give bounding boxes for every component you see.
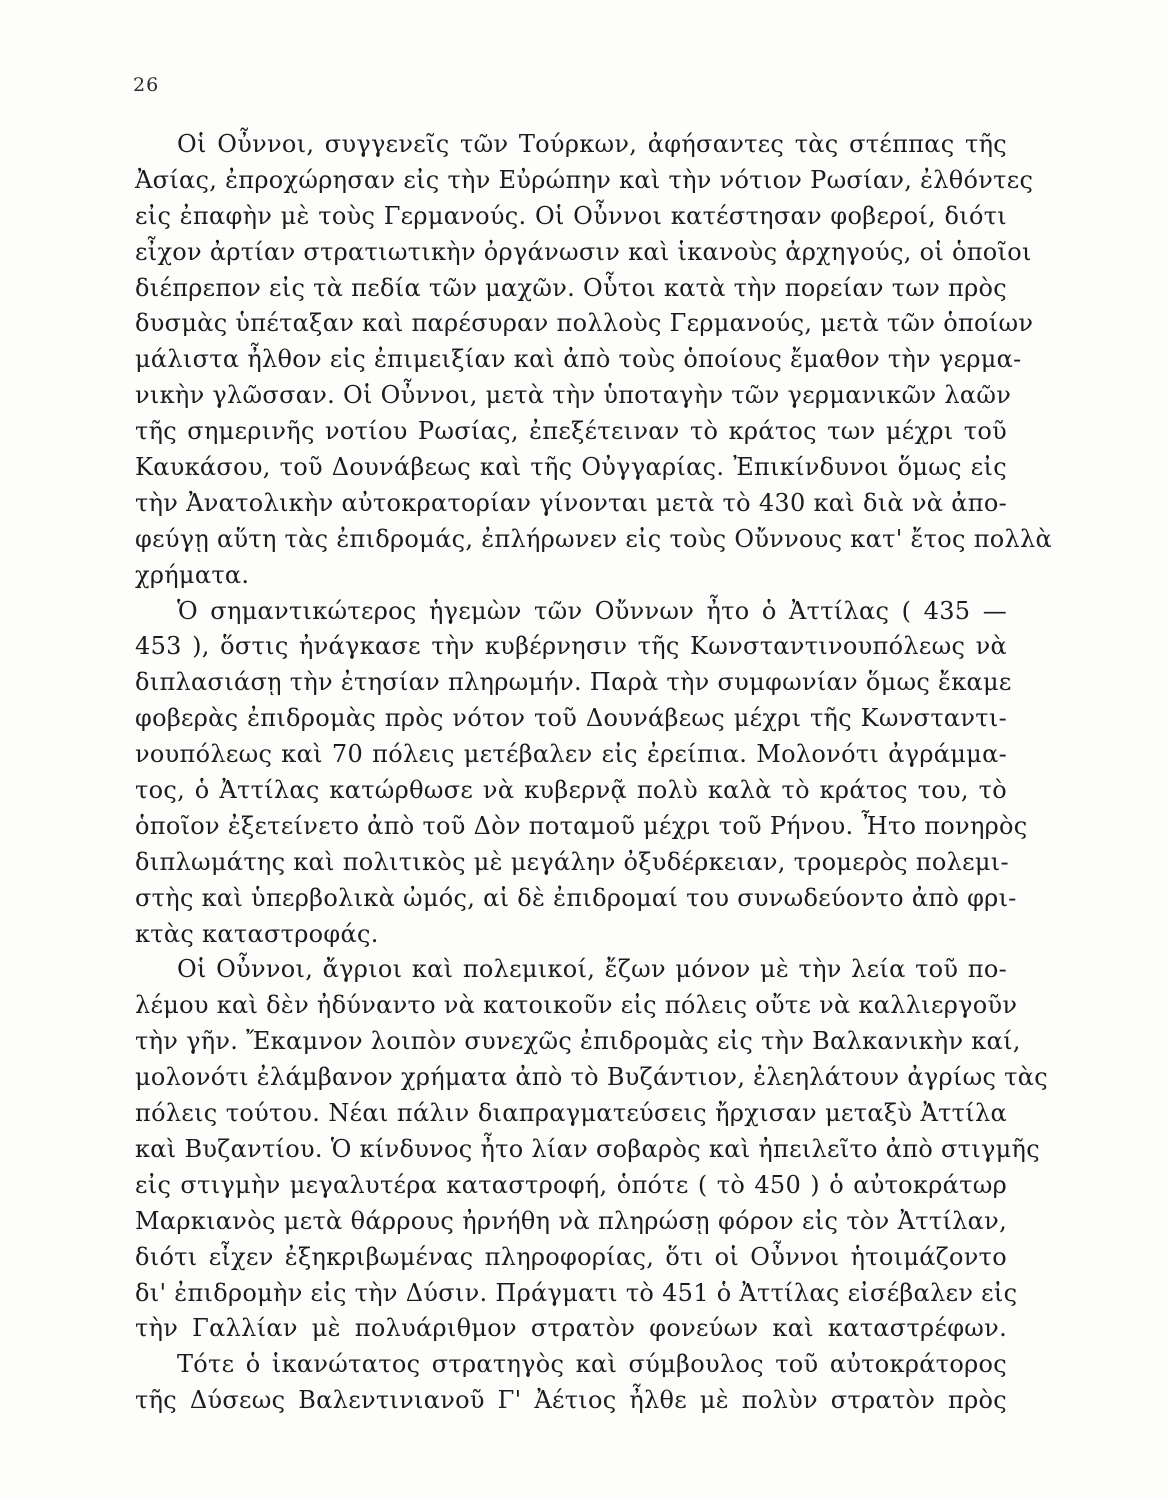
text-line: μολονότι ἐλάμβανον χρήματα ἀπὸ τὸ Βυζάντιον, ἐλεηλάτουν ἀγρίως τὰς xyxy=(135,1063,1048,1092)
text-line: λέμου καὶ δὲν ἠδύναντο νὰ κατοικοῦν εἰς πόλεις οὔτε νὰ καλλιεργοῦν xyxy=(135,991,1018,1020)
text-line: Ὁ σημαντικώτερος ἡγεμὼν τῶν Οὔννων ἦτο ὁ Ἀττίλας ( 435 — xyxy=(177,596,1007,625)
text-line: τος, ὁ Ἀττίλας κατώρθωσε νὰ κυβερνᾷ πολὺ καλὰ τὸ κράτος του, τὸ xyxy=(135,776,1007,805)
text-line: τὴν Γαλλίαν μὲ πολυάριθμον στρατὸν φονεύων καὶ καταστρέφων. xyxy=(135,1314,1007,1343)
text-line: εἶχον ἀρτίαν στρατιωτικὴν ὀργάνωσιν καὶ ἱκανοὺς ἀρχηγούς, οἱ ὁποῖοι xyxy=(135,237,1032,266)
body-text xyxy=(135,127,1053,1419)
text-line: τῆς Δύσεως Βαλεντινιανοῦ Γ' Ἀέτιος ἦλθε μὲ πολὺν στρατὸν πρὸς xyxy=(135,1386,1007,1415)
text-line: τὴν γῆν. Ἔκαμνον λοιπὸν συνεχῶς ἐπιδρομὰς εἰς τὴν Βαλκανικὴν καί, xyxy=(135,1027,1021,1056)
text-line: ὁποῖον ἐξετείνετο ἀπὸ τοῦ Δὸν ποταμοῦ μέχρι τοῦ Ρήνου. Ἦτο πονηρὸς xyxy=(135,811,1028,840)
text-line: νικὴν γλῶσσαν. Οἱ Οὖννοι, μετὰ τὴν ὑποταγὴν τῶν γερμανικῶν λαῶν xyxy=(135,381,1012,410)
text-line: εἰς ἐπαφὴν μὲ τοὺς Γερμανούς. Οἱ Οὖννοι κατέστησαν φοβεροί, διότι xyxy=(135,201,1007,230)
text-line: Μαρκιανὸς μετὰ θάρρους ἠρνήθη νὰ πληρώσῃ φόρον εἰς τὸν Ἀττίλαν, xyxy=(135,1206,1007,1235)
text-line: Ἀσίας, ἐπροχώρησαν εἰς τὴν Εὐρώπην καὶ τὴν νότιον Ρωσίαν, ἐλθόντες xyxy=(135,165,1034,194)
text-line: τὴν Ἀνατολικὴν αὐτοκρατορίαν γίνονται μετὰ τὸ 430 καὶ διὰ νὰ ἀπο- xyxy=(135,488,1007,517)
text-line: Οἱ Οὖννοι, συγγενεῖς τῶν Τούρκων, ἀφήσαντες τὰς στέππας τῆς xyxy=(177,130,1007,158)
text-line: δυσμὰς ὑπέταξαν καὶ παρέσυραν πολλοὺς Γερμανούς, μετὰ τῶν ὁποίων xyxy=(135,309,1034,338)
text-line: καὶ Βυζαντίου. Ὁ κίνδυνος ἦτο λίαν σοβαρὸς καὶ ἠπειλεῖτο ἀπὸ στιγμῆς xyxy=(135,1134,1040,1163)
text-line: 453 ), ὅστις ἠνάγκασε τὴν κυβέρνησιν τῆς Κωνσταντινουπόλεως νὰ xyxy=(135,632,1007,661)
text-line: Τότε ὁ ἱκανώτατος στρατηγὸς καὶ σύμβουλος τοῦ αὐτοκράτορος xyxy=(177,1350,1007,1379)
text-line: μάλιστα ἦλθον εἰς ἐπιμειξίαν καὶ ἀπὸ τοὺς ὁποίους ἔμαθον τὴν γερμα- xyxy=(135,345,1022,374)
text-line: διότι εἶχεν ἐξηκριβωμένας πληροφορίας, ὅτι οἱ Οὖννοι ἡτοιμάζοντο xyxy=(135,1242,1007,1271)
text-line: νουπόλεως καὶ 70 πόλεις μετέβαλεν εἰς ἐρείπια. Μολονότι ἀγράμμα- xyxy=(135,740,1007,769)
text-line: στὴς καὶ ὑπερβολικὰ ὠμός, αἱ δὲ ἐπιδρομαί του συνωδεύοντο ἀπὸ φρι- xyxy=(135,883,1017,912)
text-line: χρήματα. xyxy=(135,560,250,589)
text-line: φοβερὰς ἐπιδρομὰς πρὸς νότον τοῦ Δουνάβεως μέχρι τῆς Κωνσταντι- xyxy=(135,704,1007,733)
text-line: τῆς σημερινῆς νοτίου Ρωσίας, ἐπεξέτειναν τὸ κράτος των μέχρι τοῦ xyxy=(135,417,1007,446)
text-line: εἰς στιγμὴν μεγαλυτέρα καταστροφή, ὁπότε ( τὸ 450 ) ὁ αὐτοκράτωρ xyxy=(135,1170,1007,1199)
text-line: διπλασιάσῃ τὴν ἐτησίαν πληρωμήν. Παρὰ τὴν συμφωνίαν ὅμως ἔκαμε xyxy=(135,668,1012,697)
text-line: διέπρεπον εἰς τὰ πεδία τῶν μαχῶν. Οὗτοι κατὰ τὴν πορείαν των πρὸς xyxy=(135,273,1007,302)
text-line: πόλεις τούτου. Νέαι πάλιν διαπραγματεύσεις ἤρχισαν μεταξὺ Ἀττίλα xyxy=(135,1099,1007,1128)
text-line: διπλωμάτης καὶ πολιτικὸς μὲ μεγάλην ὀξυδέρκειαν, τρομερὸς πολεμι- xyxy=(135,847,1009,876)
text-line: Καυκάσου, τοῦ Δουνάβεως καὶ τῆς Οὐγγαρίας. Ἐπικίνδυνοι ὅμως εἰς xyxy=(135,453,1007,482)
text-line: Οἱ Οὖννοι, ἄγριοι καὶ πολεμικοί, ἔζων μόνον μὲ τὴν λεία τοῦ πο- xyxy=(177,955,1007,984)
text-line: φεύγῃ αὕτη τὰς ἐπιδρομάς, ἐπλήρωνεν εἰς τοὺς Οὔννους κατ' ἔτος πολλὰ xyxy=(135,524,1053,553)
text-line: δι' ἐπιδρομὴν εἰς τὴν Δύσιν. Πράγματι τὸ 451 ὁ Ἀττίλας εἰσέβαλεν εἰς xyxy=(135,1278,1018,1307)
text-line: κτὰς καταστροφάς. xyxy=(135,919,379,948)
page-number: 26 xyxy=(133,74,160,96)
